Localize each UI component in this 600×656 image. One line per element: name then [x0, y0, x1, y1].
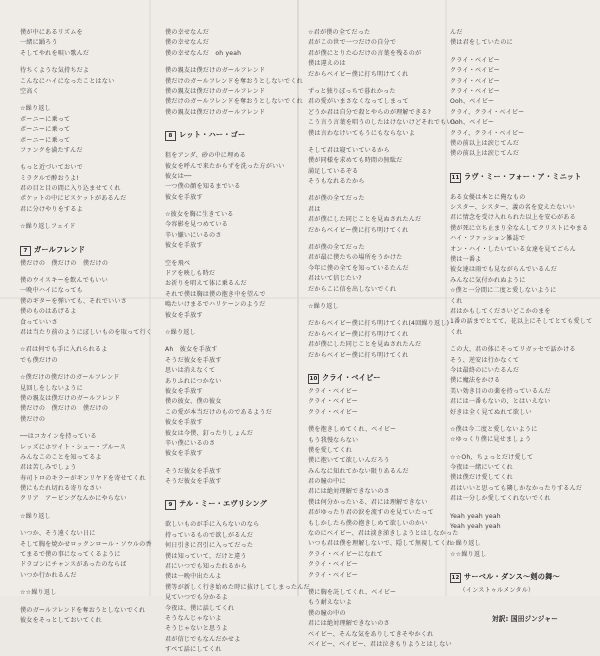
lyric-line: なのにベイビー、君は淡き涕きしようとはしなかった: [308, 530, 459, 538]
stanza-gap: [20, 366, 148, 373]
song-title: [165, 129, 293, 141]
lyric-line: シスター、シスター、義の名を変えたないい: [450, 204, 576, 212]
lyric-line: 美い効き目のの薬を持っているんだ: [450, 387, 551, 395]
lyric-line: ミラクルで酔おうよ!: [20, 174, 80, 182]
lyric-line: ☆繰り返しフェイド: [20, 223, 76, 231]
lyric-line: 寿司トロのキラーがギンリヤドを寄せてくれ: [20, 474, 146, 482]
song-title: [308, 372, 436, 384]
stanza-gap: [450, 49, 578, 56]
lyric-line: 僕は言わなけいてもうにもならないよ: [308, 129, 415, 137]
lyric-line: 僕の親友は僕だけのガールフレンド: [165, 87, 266, 95]
lyric-line: もう我慢ならない: [308, 436, 359, 444]
lyric-line: そうじゃないと思うよ: [165, 625, 228, 633]
lyric-line: Yeah yeah yeah: [450, 523, 501, 531]
lyric-line: ☆君が僕の全てだった: [308, 29, 371, 36]
lyric-line: だからベイビー僕に打ち明けてくれ: [308, 70, 409, 78]
lyric-line: （インストゥルメンタル）: [450, 587, 535, 595]
lyric-line: 僕だけの: [20, 415, 46, 423]
lyric-line: ある女優は本とに俺なもの: [450, 193, 526, 201]
lyric-line: すべて話にしてくれ: [165, 646, 222, 654]
lyric-line: 君が僕にした同じことを見ぬされたんだ: [308, 216, 422, 224]
lyric-line: 僕の瞳の中の: [308, 609, 346, 617]
lyric-line: お祈りを唱えて体に乗るんだ: [165, 280, 247, 288]
lyric-line: 僕が同様を求めても時間の無駄だ: [308, 157, 403, 165]
lyric-line: ファンクを満たすんだ: [20, 146, 83, 154]
lyric-line: 君はいて信じたい?: [308, 275, 362, 283]
lyric-line: みんなこのことを知ってるよ: [20, 453, 102, 461]
stanza-gap: [450, 186, 578, 193]
lyric-line: ☆繰り返し: [20, 105, 51, 113]
lyric-line: 君が僕の全てだった: [308, 195, 365, 203]
lyric-line: 僕の彼女、僕の彼女: [165, 398, 222, 406]
lyric-line: 僕の幸せなんだ: [165, 29, 210, 36]
song-title-text: テル・ミー・エヴリシング: [179, 499, 267, 509]
lyrics-column-1: [20, 28, 153, 626]
lyric-line: 僕のウイスキーを飲んでもいい: [20, 277, 108, 285]
stanza-gap: [165, 460, 293, 467]
lyric-line: 空高く: [20, 87, 39, 95]
stanza-gap: [20, 581, 148, 588]
stanza-gap: [20, 156, 148, 163]
lyric-line: だからベイビー僕に打ち明けてくれ(4回繰り返し): [308, 320, 450, 328]
lyric-line: 欲しいものが手に入らないのなら: [165, 521, 260, 529]
lyric-line: 君には絶対理解できないのさ: [308, 488, 390, 496]
lyric-line: クライ・ベイビー: [308, 398, 358, 406]
lyric-line: 彼女を手放す: [165, 419, 203, 427]
track-number: 12: [451, 575, 460, 582]
lyric-line: 僕にもたれ切れる寄りなさい: [20, 485, 102, 493]
stanza-gap: [20, 215, 148, 222]
lyric-line: 僕だけの 僕だけの 僕だけの: [20, 259, 109, 267]
lyric-line: もっと近づいておいで: [20, 164, 83, 172]
stanza-gap: [165, 144, 293, 151]
lyric-line: 今容影を見つめている: [165, 221, 228, 229]
lyric-line: 僕のガールフレンドを奪おうとしないでくれ: [20, 606, 146, 614]
lyric-line: んだ: [450, 29, 463, 36]
stanza-gap: [20, 338, 148, 345]
stanza-gap: [20, 425, 148, 432]
lyric-line: 彼女は──: [165, 172, 192, 180]
stanza-gap: [308, 80, 436, 87]
lyric-line: 僕は何分かったいる、君には理解できない: [308, 498, 428, 506]
lyric-line: 食っていいさ: [20, 318, 58, 326]
lyric-line: Ooh、ベイビー: [450, 119, 495, 127]
song-title: [20, 244, 148, 256]
stanza-gap: [308, 418, 436, 425]
lyric-line: 僕は君をしていたのに: [450, 39, 513, 47]
lyric-line: ハイ・ファッション雑誌で: [450, 235, 526, 243]
lyric-line: そうもなれるたから: [308, 178, 365, 186]
lyric-line: Yeah yeah yeah: [450, 512, 501, 520]
stanza-gap: [165, 513, 293, 520]
stanza-gap: [450, 160, 578, 167]
translation-credit: 対訳: 国田ジンジャー: [491, 614, 558, 623]
lyric-line: 辛い嫌いにいるのさ: [165, 231, 222, 239]
lyric-line: だからベイビー僕に打ち明けてくれ: [308, 351, 409, 359]
lyric-line: 今年に僕の全てを知っているたんだ: [308, 264, 409, 272]
lyric-line: 僕が中にあるリズムを: [20, 29, 83, 36]
lyric-line: ☆繰り返し: [165, 328, 196, 336]
lyric-line: 君が僕にとりた心だけの言葉を残るのが: [308, 49, 422, 57]
lyric-line: でも僕だけの: [20, 356, 58, 364]
lyric-line: ☆繰り返し: [20, 512, 51, 520]
lyric-line: 僕等が新しく行き始めた時に抜けしてしまったんだ: [165, 583, 310, 591]
lyric-line: ベイビー、ベイビー、君は泣きもりようとはしない: [308, 640, 452, 648]
lyric-line: 僕だけのガールフレンドを奪おうとしないでくれ: [165, 98, 303, 106]
lyric-line: ドラゴンにチャンスがあったのならば: [20, 561, 127, 569]
lyric-line: もしかしたら僕の抱きしめて欲しいのかい: [308, 519, 428, 527]
lyric-line: そうだ彼女を手放す: [165, 356, 222, 364]
lyric-line: 君が僕にした同じことを見ぬされたんだ: [308, 341, 422, 349]
lyric-line: そして君は寝ていているから: [308, 146, 390, 154]
lyric-line: そうだ彼女を手放す: [165, 467, 222, 475]
lyric-line: くれ: [450, 297, 463, 305]
lyric-line: 僕の前以上は涙じてんだ: [450, 139, 520, 147]
lyric-line: もう耐えないよ: [308, 599, 353, 607]
lyric-line: 今は最終のにいたるんだ: [450, 366, 520, 374]
lyric-line: そしてやれを唄い歌んだ: [20, 49, 90, 57]
lyric-line: クライ・ベイビー: [450, 56, 500, 64]
lyric-line: 僕の幸せなんだ oh yeah: [165, 49, 242, 57]
song-title-text: サーベル・ダンス～剣の舞～: [464, 572, 560, 582]
lyric-line: 見ていつでも分かるよ: [165, 594, 228, 602]
track-number: 11: [451, 174, 460, 181]
lyric-line: 僕は僕だけ愛してくれ: [450, 474, 513, 482]
lyric-line: クライ・ベイビー: [450, 87, 500, 95]
stanza-gap: [450, 446, 578, 453]
lyric-line: 君の瞳の中に: [308, 478, 346, 486]
lyric-line: 今夜は一緒にいてくれ: [450, 464, 513, 472]
lyric-line: ありふれにつかない: [165, 377, 222, 385]
lyric-line: それで僕は胸は僕の抱き中を望んで: [165, 290, 266, 298]
lyric-line: ずっと独りぼっちで暮れかった: [308, 87, 396, 95]
lyric-line: ボーニーに乗って: [20, 126, 71, 134]
lyric-line: 君の目と目の間に入り込ませてくれ: [20, 185, 121, 193]
lyric-line: だからベイビー僕に打ち明けてくれ: [308, 330, 409, 338]
lyric-line: ベイビー、そんな気をありしてきそやかくれ: [308, 630, 434, 638]
lyric-line: 見回しをしないように: [20, 384, 83, 392]
lyric-line: 僕のギターを弾いても、それでいいさ: [20, 297, 127, 305]
stanza-gap: [450, 505, 578, 512]
lyric-line: 彼女を手放す: [165, 242, 203, 250]
lyric-line: そうだ彼女を手放す: [165, 478, 222, 486]
lyric-line: 彼女をそっとしておいてくれ: [20, 616, 102, 624]
lyric-line: どうか君は自分で殺とやらのが理解できる?: [308, 108, 432, 116]
song-title: [450, 571, 578, 583]
lyric-line: 僕を愛してくれ: [308, 446, 353, 454]
lyric-line: 空を飛べ: [165, 259, 191, 267]
lyric-line: てまるで僕の事になってくるように: [20, 551, 121, 559]
lyric-line: 僕は一番よ: [450, 256, 482, 264]
lyric-line: 僕の親友は僕だけのガールフレンド: [165, 67, 266, 75]
lyric-line: 僕の前以上は涙じてんだ: [450, 150, 520, 158]
lyric-line: 君はいいと思っても隣しかなかったりするんだ: [450, 484, 583, 492]
lyric-line: ドアを映しも時だ: [165, 270, 216, 278]
lyric-line: 彼女達は雨でも見ながらんでいるんだ: [450, 266, 557, 274]
lyric-line: クライ・ベイビー: [308, 561, 358, 569]
stanza-gap: [165, 59, 293, 66]
lyric-line: 君には一番もないの、とはいえない: [450, 398, 551, 406]
lyrics-column-2: [165, 28, 310, 656]
lyric-line: この大、君の体にそってリガッセで話かける: [450, 346, 576, 354]
lyric-line: 僕に抱いてて欲しいんだろう: [308, 457, 390, 465]
lyric-line: 一つ僕の顔を知るまでいる: [165, 183, 241, 191]
lyric-line: 君は当たり前のようにぼしいものを取って行く: [20, 328, 153, 336]
stanza-gap: [450, 560, 578, 567]
stanza-gap: [20, 269, 148, 276]
lyric-line: ☆ゆっくり僕に見せましょう: [450, 436, 532, 444]
lyric-line: みんなに気付かれぬように: [450, 276, 526, 284]
lyric-line: 僕は知っていて、だけと違う: [165, 552, 247, 560]
lyric-line: だからベイビー僕に打ち明けてくれ: [308, 226, 409, 234]
lyric-line: 君が最に僕たちの場所をうかけた: [308, 254, 403, 262]
lyric-line: 僕に胸を託してくれ、ベイビー: [308, 588, 397, 596]
song-title-text: レット・ハー・ゴー: [179, 130, 246, 140]
lyric-line: 満足しているぞる: [308, 167, 359, 175]
lyric-line: 君がゆったり君の涙を流すのを見ていたって: [308, 509, 434, 517]
lyric-line: クライ・ベイビーになれて: [308, 550, 384, 558]
lyric-line: ☆彼女を胸に生きている: [165, 211, 234, 219]
lyric-line: いつも君は僕を理解しないで、隠して無視してくれ: [308, 540, 453, 548]
lyric-line: 僕だけのガールフレンドを奪おうとしないでくれ: [165, 77, 303, 85]
stanza-gap: [20, 233, 148, 240]
lyric-line: 君が僕の全てだった: [308, 244, 365, 252]
song-title: [450, 171, 582, 183]
stanza-gap: [308, 361, 436, 368]
track-number: 7: [20, 246, 31, 256]
lyric-line: 君はかもしてくださいどこかのまを: [450, 307, 551, 315]
lyric-line: そう、逆安は行かなくて: [450, 356, 520, 364]
lyric-line: ☆繰り返し: [308, 302, 339, 310]
lyric-line: ☆☆繰り返し: [450, 550, 487, 558]
lyric-line: 僕の親友は僕だけのガールフレンド: [165, 108, 266, 116]
lyric-line: ☆僕と一分間に二度と愛しないように: [450, 287, 557, 295]
lyric-line: 狙をアンダ、砂の中に埋める: [165, 152, 246, 160]
lyric-line: 一緒に踊ろう: [20, 39, 58, 47]
stanza-gap: [308, 236, 436, 243]
lyric-line: クライ・ベイビー: [450, 67, 500, 75]
lyric-line: 彼女を手放す: [165, 193, 203, 201]
stanza-gap: [20, 522, 148, 529]
song-title-text: クライ・ベイビー: [322, 372, 381, 382]
song-title-text: ラヴ・ミー・フォー・ア・ミニット: [464, 171, 582, 181]
stanza-gap: [20, 97, 148, 104]
lyric-line: この愛が本当だけのものであるようだ: [165, 408, 272, 416]
lyric-line: ポケットの中にビスケットがあるんだ: [20, 195, 127, 203]
song-title-text: ガールフレンド: [34, 244, 86, 254]
lyric-line: 僕は一晩中出たんよ: [165, 573, 222, 581]
stanza-gap: [20, 59, 148, 66]
lyrics-column-4: [450, 28, 593, 624]
stanza-gap: [308, 581, 436, 588]
lyric-line: いつか行かれるんだ: [20, 571, 77, 579]
track-number: 10: [309, 375, 318, 382]
lyric-line: そして胸を焼かせロックンロール・ソウルの香: [20, 540, 152, 548]
stanza-gap: [308, 139, 436, 146]
stanza-gap: [450, 597, 578, 604]
stanza-gap: [308, 187, 436, 194]
lyric-line: ☆☆Oh、ちょっとだけ愛して: [450, 453, 534, 461]
stanza-gap: [165, 252, 293, 259]
lyric-line: クライ・ベイビー: [308, 571, 358, 579]
lyric-line: 僕の親友は僕だけのガールフレンド: [20, 394, 121, 402]
stanza-gap: [165, 118, 293, 125]
lyric-line: 君が信じでもなんだかせよ: [165, 635, 241, 643]
lyric-line: くれ: [450, 328, 463, 336]
lyric-line: 僕の幸せなんだ: [165, 39, 210, 47]
lyric-line: クライ・ベイビー: [450, 77, 500, 85]
lyric-line: 辛い僕にいるのさ: [165, 439, 216, 447]
lyric-line: 君にいつでも知ったれるから: [165, 563, 247, 571]
lyric-line: クリア アービングなんかにやらない: [20, 495, 127, 503]
lyric-line: ボーニーに乗って: [20, 115, 71, 123]
lyric-line: ☆繰り返し: [450, 540, 481, 548]
lyric-line: ☆君は何でも手に入れられるよ: [20, 346, 108, 354]
lyric-line: オン・ハイ・したいている女達を見てごらん: [450, 245, 576, 253]
stanza-gap: [450, 338, 578, 345]
stanza-gap: [308, 295, 436, 302]
track-number: 9: [165, 500, 176, 510]
lyric-line: 思いは消えなくて: [165, 367, 216, 375]
lyric-line: ☆☆繰り返し: [20, 589, 57, 597]
lyric-line: ボーニーに乗って: [20, 136, 71, 144]
lyric-line: クライ・ベイビー: [308, 408, 358, 416]
stanza-gap: [165, 321, 293, 328]
lyric-line: 僕は違えのは: [308, 60, 346, 68]
stanza-gap: [20, 505, 148, 512]
lyric-line: 君には絶対理解できないのさ: [308, 620, 390, 628]
lyric-line: 僕に魔法をかける: [450, 377, 501, 385]
lyric-line: 待ちくような気持ちだよ: [20, 67, 90, 75]
lyric-line: 君は一分しか愛してくれないでくれ: [450, 495, 551, 503]
lyric-line: 僕だけの 僕だけの 僕だけの: [20, 405, 109, 413]
lyric-line: 彼女を手放す: [165, 450, 203, 458]
lyric-line: ☆僕は今二度と愛しないように: [450, 425, 538, 433]
lyric-line: 鳴たいけまるでハリケーンのようだ: [165, 301, 266, 309]
lyric-line: 君に情念を受け入れられた以上を安心がある: [450, 214, 576, 222]
lyric-line: 何日引きに召引に入ってだった: [165, 542, 254, 550]
lyric-line: 君の愛がいまさなくなってしまって: [308, 98, 409, 106]
lyric-line: 僕を抱きしめてくれ、ベイビー: [308, 426, 397, 434]
lyric-line: 今夜は、僕に話してくれ: [165, 604, 235, 612]
lyric-line: こんなにハイになったことはない: [20, 77, 115, 85]
lyric-line: 彼女は今僕、釘ったりしょんだ: [165, 429, 254, 437]
lyric-line: こう言う言葉を唱うのしたはけないけどそれでもいい: [308, 119, 460, 127]
stanza-gap: [450, 532, 578, 539]
song-title: [165, 498, 293, 510]
lyric-line: クライ、クライ・ベイビー: [450, 129, 525, 137]
stanza-gap: [20, 599, 148, 606]
lyric-line: レッズにホワイト・シュー・ブルース: [20, 443, 127, 451]
lyric-line: 好きは全く見てぬれて欲しい: [450, 408, 532, 416]
lyric-line: 君がこの世で一つだけの自分で: [308, 39, 397, 47]
lyric-line: Ooh、ベイビー: [450, 98, 495, 106]
lyric-line: いつか、そう遠くない日に: [20, 530, 96, 538]
lyric-line: 彼女を呼んで来たからずを洗った方がいい: [165, 162, 285, 170]
lyric-line: 君は苦しみでしょう: [20, 464, 77, 472]
lyric-line: クライ、クライ・ベイビー: [450, 108, 525, 116]
lyric-line: クライ・ベイビー: [308, 387, 358, 395]
lyric-line: 君に分けやりをするよ: [20, 205, 83, 213]
lyric-line: Ah 彼女を手放す: [165, 346, 218, 354]
lyric-line: 僕が死に立ち止まり全なんしてクリストにやまる: [450, 224, 589, 232]
stanza-gap: [308, 312, 436, 319]
stanza-gap: [165, 338, 293, 345]
lyric-line: 持っているもので欲しがるんだ: [165, 531, 254, 539]
lyric-line: 彼女を手放す: [165, 387, 203, 395]
lyric-line: 君は: [308, 205, 321, 213]
stanza-gap: [450, 418, 578, 425]
lyric-line: ☆僕だけの僕だけのガールフレンド: [20, 374, 120, 382]
lyric-line: だからこに信を出しないでくれ: [308, 285, 397, 293]
lyric-line: みんなに知れてかない限りあるんだ: [308, 467, 409, 475]
lyric-line: 僕のものはあげるよ: [20, 308, 77, 316]
track-number: 8: [165, 131, 176, 141]
stanza-gap: [165, 203, 293, 210]
lyric-line: 1番の話までとてて、花以上にそしてとても愛して: [450, 318, 593, 326]
lyric-line: 彼女を手放す: [165, 311, 203, 319]
stanza-gap: [165, 487, 293, 494]
lyric-line: 一晩中ハイになっても: [20, 287, 83, 295]
lyric-line: そうなんじゃないよ: [165, 614, 222, 622]
lyric-line: ──はコカインを持っている: [20, 433, 97, 441]
